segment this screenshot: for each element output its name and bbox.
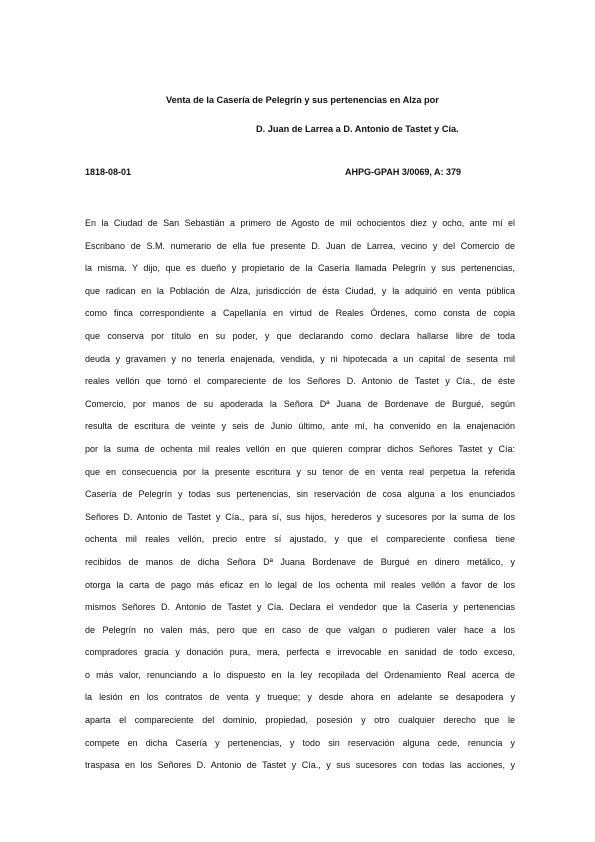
document-date: 1818-08-01 (85, 167, 132, 177)
body-line: por la suma de ochenta mil reales vellón en que quieren comprar dichos Señores Tastet y Cía: (85, 443, 515, 454)
body-line: deuda y gravamen y no tenerla enajenada, vendida, y ni hipotecada a un capital de sesenta mil (85, 353, 515, 364)
archive-reference: AHPG-GPAH 3/0069, A: 379 (345, 167, 462, 177)
body-line: Escribano de S.M. numerario de ella fue presente D. Juan de Larrea, vecino y del Comercio de (85, 240, 515, 251)
body-line: otorga la carta de pago más eficaz en lo legal de los ochenta mil reales vellón a favor de los (85, 579, 515, 590)
body-line: aparta el compareciente del dominio, propiedad, posesión y otro cualquier derecho que le (85, 715, 515, 726)
body-line: como finca correspondiente a Capellanía en virtud de Reales Órdenes, como consta de copia (85, 308, 515, 319)
body-line: la misma. Y dijo, que es dueño y propietario de la Casería llamada Pelegrín y sus pertenencias, (85, 263, 515, 274)
body-line: de Pelegrín no valen más, pero que en caso de que valgan o pudieren valer hace a los (85, 624, 515, 635)
body-line: que radican en la Población de Alza, jurisdicción de ésta Ciudad, y la adquirió en venta pública (85, 285, 515, 296)
body-line: que conserva por título en su poder, y que declarando como declara hallarse libre de toda (85, 330, 515, 341)
body-line: reales vellón que tomó el compareciente de los Señores D. Antonio de Tastet y Cía., de éste (85, 376, 515, 387)
body-line: que en consecuencia por la presente escritura y su tenor de en venta real perpetua la referida (85, 466, 515, 477)
body-line: compete en dicha Casería y pertenencias, y todo sin reservación alguna cede, renuncia y (85, 737, 515, 748)
body-line: traspasa en los Señores D. Antonio de Tastet y Cía., y sus sucesores con todas las acciones, y (85, 760, 515, 771)
body-line: Señores D. Antonio de Tastet y Cía., para sí, sus hijos, herederos y sucesores por la suma de los (85, 511, 515, 522)
body-line: mismos Señores D. Antonio de Tastet y Cía. Declara el vendedor que la Casería y pertenencias (85, 602, 515, 613)
body-line: Comercio, por manos de su apoderada la Señora Dª Juana de Bordenave de Burgué, según (85, 398, 515, 409)
body-line: ochenta mil reales vellón, precio entre sí ajustado, y que el compareciente confiesa tiene (85, 534, 515, 545)
body-line: o más valor, renunciando a lo dispuesto en la ley recopilada del Ordenamiento Real acerca de (85, 669, 515, 680)
body-line: Casería de Pelegrín y todas sus pertenencias, sin reservación de cosa alguna a los enunciados (85, 489, 515, 500)
document-title-line-1: Venta de la Casería de Pelegrín y sus pertenencias en Alza por (166, 95, 439, 105)
body-line: la lesión en los contratos de venta y trueque; y desde ahora en adelante se desapodera y (85, 692, 515, 703)
body-line: recibidos de manos de dicha Señora Dª Juana Bordenave de Burgué en dinero metálico, y (85, 556, 515, 567)
body-line: compradores gracia y donación pura, mera, perfecta e irrevocable en sanidad de todo exceso, (85, 647, 515, 658)
body-line: resulta de escritura de veinte y seis de Junio último, ante mí, ha convenido en la enajenación (85, 421, 515, 432)
document-body (85, 212, 515, 777)
document-title-line-2: D. Juan de Larrea a D. Antonio de Tastet y Cía. (256, 124, 459, 134)
body-line: En la Ciudad de San Sebastián a primero de Agosto de mil ochocientos diez y ocho, ante mí el (85, 218, 515, 228)
